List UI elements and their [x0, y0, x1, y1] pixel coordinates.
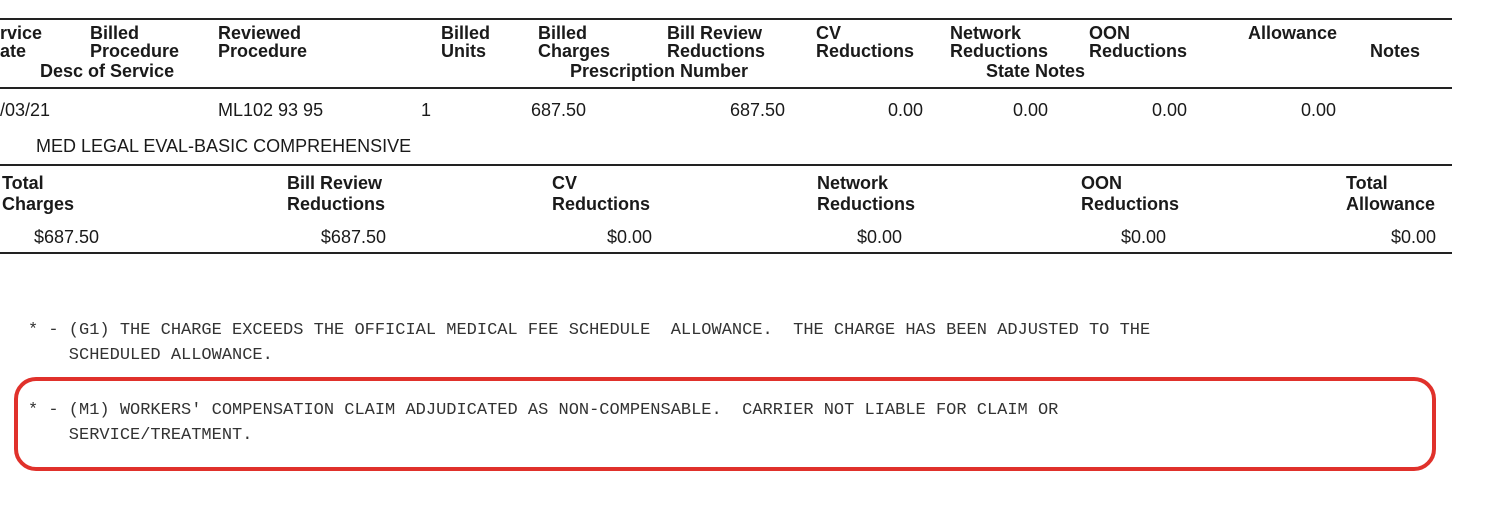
header-billed-units-1: Billed	[441, 23, 491, 43]
totals-bill-review-1: Bill Review	[287, 173, 383, 193]
header-reviewed-procedure-1: Reviewed	[218, 23, 302, 43]
totals-oon-1: OON	[1081, 173, 1123, 193]
header-allowance: Allowance	[1248, 23, 1338, 43]
billed-charges: 687.50	[531, 100, 587, 120]
note-m1-line2: SERVICE/TREATMENT.	[28, 426, 253, 445]
header-bill-review-1: Bill Review	[667, 23, 763, 43]
totals-cv-1: CV	[552, 173, 578, 193]
header-rule	[0, 87, 1452, 89]
cv-reductions: 0.00	[887, 100, 923, 120]
top-rule	[0, 18, 1452, 20]
note-m1-line1: * - (M1) WORKERS' COMPENSATION CLAIM ADJUDICATED AS NON-COMPENSABLE. CARRIER NOT LIABLE FOR CLAIM OR	[28, 401, 1059, 420]
billed-units: 1	[421, 100, 432, 120]
header-service-date-1: rvice	[0, 23, 43, 43]
header-reviewed-procedure-2: Procedure	[218, 41, 308, 61]
note-g1-line2: SCHEDULED ALLOWANCE.	[28, 346, 273, 365]
total-oon-value: $0.00	[1120, 227, 1166, 247]
header-billed-procedure-2: Procedure	[90, 41, 180, 61]
totals-total-allowance-1: Total	[1346, 173, 1388, 193]
header-cv-reductions-2: Reductions	[816, 41, 915, 61]
service-date: /03/21	[0, 100, 51, 120]
description-of-service: MED LEGAL EVAL-BASIC COMPREHENSIVE	[36, 136, 412, 156]
network-reductions: 0.00	[1012, 100, 1048, 120]
header-billed-charges-2: Charges	[538, 41, 611, 61]
header-oon-reductions-1: OON	[1089, 23, 1131, 43]
bottom-rule	[0, 252, 1452, 254]
header-oon-reductions-2: Reductions	[1089, 41, 1188, 61]
total-allowance-value: $0.00	[1390, 227, 1436, 247]
header-billed-procedure-1: Billed	[90, 23, 140, 43]
reviewed-procedure: ML102 93 95	[218, 100, 324, 120]
totals-oon-2: Reductions	[1081, 194, 1180, 214]
total-cv-value: $0.00	[606, 227, 652, 247]
oon-reductions: 0.00	[1151, 100, 1187, 120]
totals-rule	[0, 164, 1452, 166]
note-g1-line1: * - (G1) THE CHARGE EXCEEDS THE OFFICIAL MEDICAL FEE SCHEDULE ALLOWANCE. THE CHARGE HAS BEEN ADJUSTED TO THE	[28, 321, 1151, 340]
total-network-value: $0.00	[856, 227, 902, 247]
totals-total-charges-2: Charges	[2, 194, 75, 214]
totals-network-1: Network	[817, 173, 889, 193]
totals-bill-review-2: Reductions	[287, 194, 386, 214]
header-state-notes: State Notes	[986, 61, 1086, 81]
bill-review-reductions: 687.50	[729, 100, 785, 120]
header-network-reductions-2: Reductions	[950, 41, 1049, 61]
total-bill-review-value: $687.50	[320, 227, 386, 247]
header-prescription-number: Prescription Number	[570, 61, 749, 81]
header-billed-charges-1: Billed	[538, 23, 588, 43]
header-billed-units-2: Units	[441, 41, 486, 61]
header-desc-of-service: Desc of Service	[40, 61, 175, 81]
header-network-reductions-1: Network	[950, 23, 1022, 43]
totals-total-charges-1: Total	[2, 173, 44, 193]
header-notes: Notes	[1370, 41, 1421, 61]
total-charges-value: $687.50	[34, 227, 100, 247]
totals-cv-2: Reductions	[552, 194, 651, 214]
header-service-date-2: ate	[0, 41, 27, 61]
totals-network-2: Reductions	[817, 194, 916, 214]
header-cv-reductions-1: CV	[816, 23, 842, 43]
allowance: 0.00	[1300, 100, 1336, 120]
highlight-annotation-box	[14, 377, 1436, 471]
totals-total-allowance-2: Allowance	[1346, 194, 1436, 214]
header-bill-review-2: Reductions	[667, 41, 766, 61]
